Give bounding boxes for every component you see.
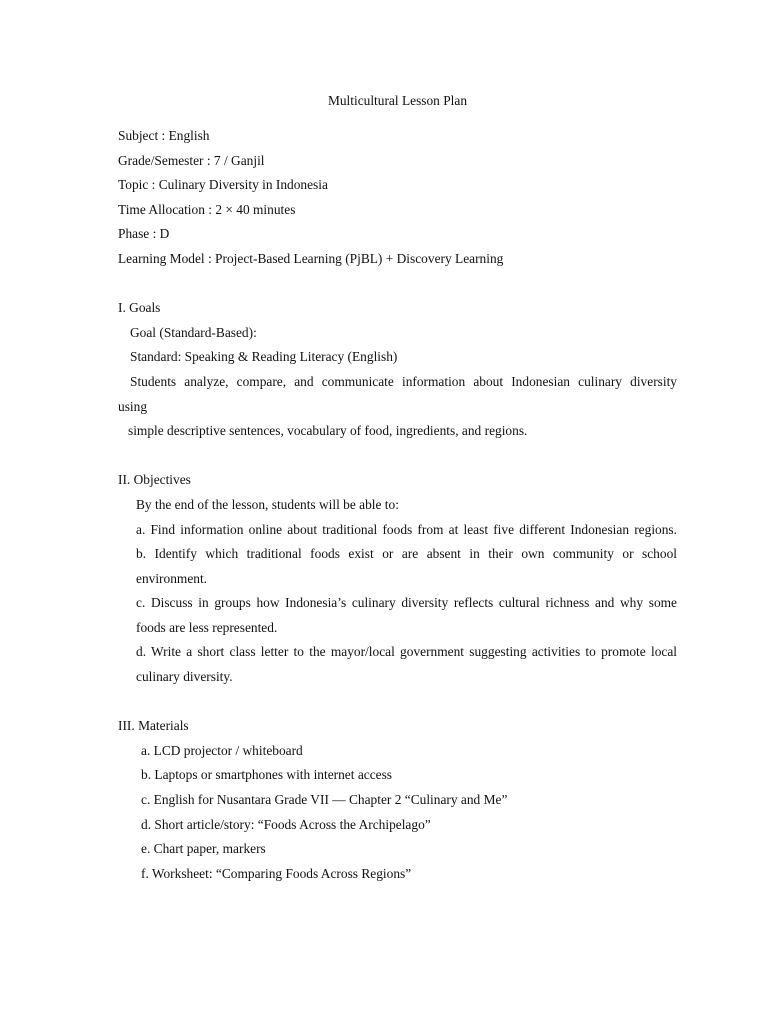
spacer	[118, 444, 677, 469]
objective-c-line-1: c. Discuss in groups how Indonesia’s culinary diversity reflects cultural richness and why some	[136, 595, 677, 611]
learning-model-line: Learning Model : Project-Based Learning (PjBL) + Discovery Learning	[118, 250, 504, 266]
goal-description-line-2: using	[118, 398, 148, 414]
objective-b-line-2: environment.	[136, 570, 208, 586]
material-item: d. Short article/story: “Foods Across the Archipelago”	[141, 816, 431, 832]
goal-description-line-3: simple descriptive sentences, vocabulary of food, ingredients, and regions.	[128, 423, 528, 439]
lesson-plan-page	[118, 86, 677, 886]
phase-line: Phase : D	[118, 226, 170, 242]
spacer	[118, 272, 677, 297]
material-item: f. Worksheet: “Comparing Foods Across Regions”	[141, 865, 412, 881]
material-item: e. Chart paper, markers	[141, 841, 266, 857]
objectives-heading: II. Objectives	[118, 472, 191, 488]
objective-d-line-1: d. Write a short class letter to the mayor/local government suggesting activities to promote local	[136, 644, 677, 660]
material-item: c. English for Nusantara Grade VII — Chapter 2 “Culinary and Me”	[141, 792, 508, 808]
topic-line: Topic : Culinary Diversity in Indonesia	[118, 177, 328, 193]
time-allocation-line: Time Allocation : 2 × 40 minutes	[118, 201, 296, 217]
goal-label: Goal (Standard-Based):	[130, 324, 257, 340]
goal-description-line-1: Students analyze, compare, and communicate information about Indonesian culinary diversity	[130, 373, 677, 389]
objective-d-line-2: culinary diversity.	[136, 669, 233, 685]
spacer	[118, 690, 677, 715]
subject-line: Subject : English	[118, 128, 210, 143]
document-title: Multicultural Lesson Plan	[327, 93, 468, 108]
material-item: b. Laptops or smartphones with internet access	[141, 767, 393, 783]
goals-heading: I. Goals	[118, 300, 161, 316]
grade-semester-line: Grade/Semester : 7 / Ganjil	[118, 152, 265, 168]
objective-a: a. Find information online about traditional foods from at least five different Indonesian regions.	[136, 521, 677, 537]
materials-heading: III. Materials	[118, 718, 189, 734]
material-item: a. LCD projector / whiteboard	[141, 742, 303, 758]
objectives-intro: By the end of the lesson, students will be able to:	[136, 496, 399, 512]
objective-c-line-2: foods are less represented.	[136, 619, 278, 635]
goal-standard: Standard: Speaking & Reading Literacy (English)	[130, 349, 398, 365]
objective-b-line-1: b. Identify which traditional foods exist or are absent in their own community or school	[136, 546, 677, 562]
